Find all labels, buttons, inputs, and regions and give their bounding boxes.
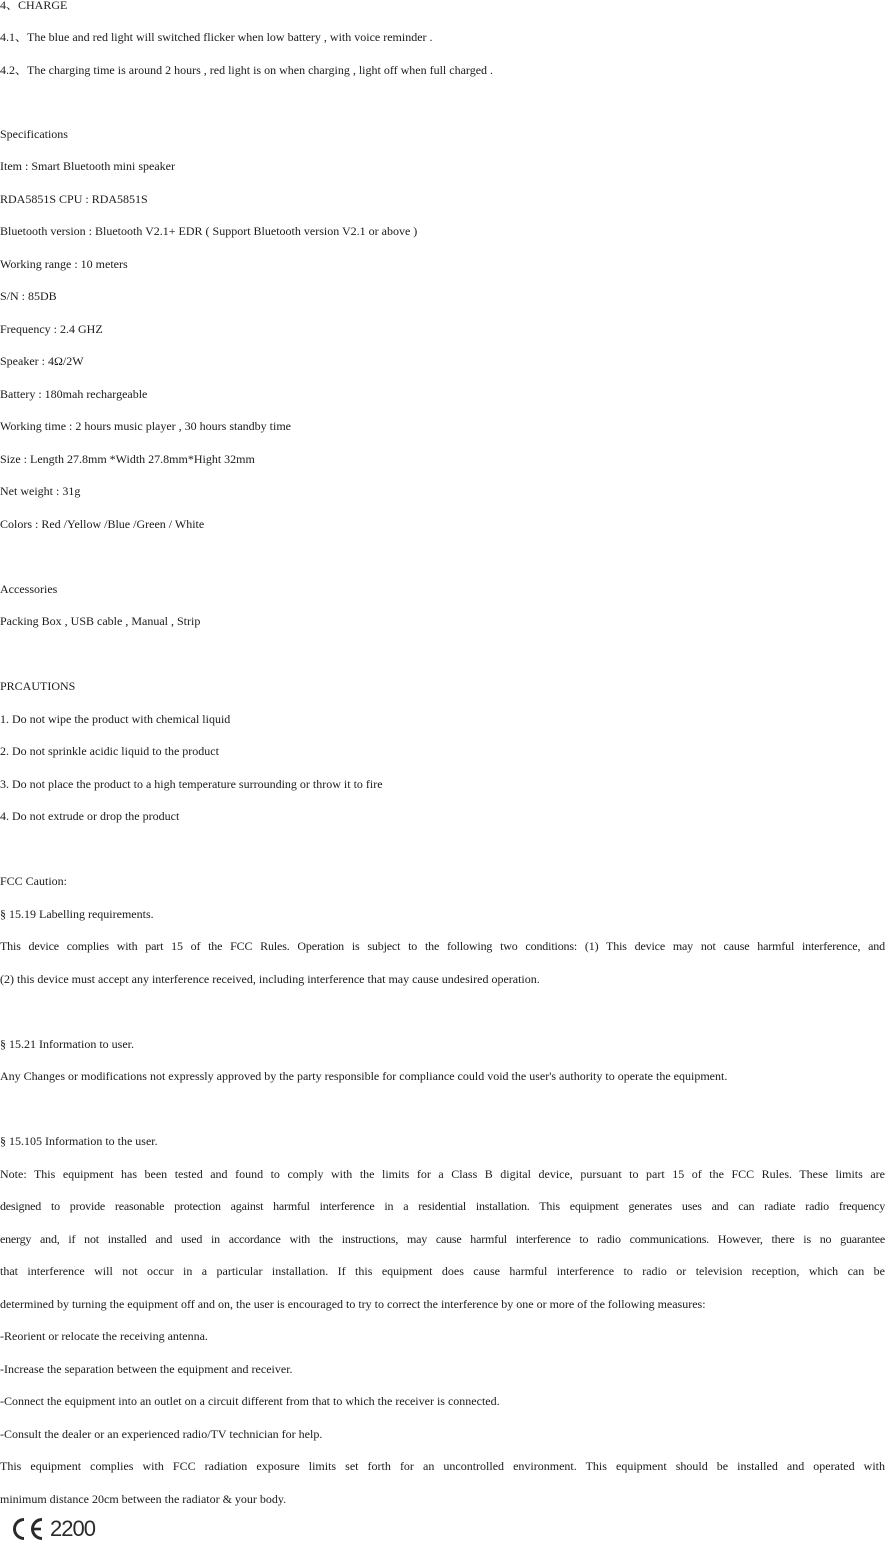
fcc-1519-text-line-1: This device complies with part 15 of the FCC Rules. Operation is subject to the following two conditions: (1) This device may not cause harmful interference, and xyxy=(0,939,885,953)
fcc-exposure-line: minimum distance 20cm between the radiator & your body. xyxy=(0,1492,287,1506)
fcc-1519-title: § 15.19 Labelling requirements. xyxy=(0,907,154,921)
ce-mark-logo xyxy=(8,1515,95,1543)
fcc-measure-item: -Increase the separation between the equipment and receiver. xyxy=(0,1362,293,1376)
ce-notified-body-number: 2200 xyxy=(50,1516,95,1541)
spec-colors: Colors : Red /Yellow /Blue /Green / White xyxy=(0,517,205,531)
fcc-measure-item: -Consult the dealer or an experienced radio/TV technician for help. xyxy=(0,1427,323,1441)
fcc-1521-text: Any Changes or modifications not expressly approved by the party responsible for compliance could void the user's authority to operate the equipment. xyxy=(0,1069,728,1083)
spec-frequency: Frequency : 2.4 GHZ xyxy=(0,322,103,336)
fcc-heading: FCC Caution: xyxy=(0,874,68,888)
fcc-measure-item: -Reorient or relocate the receiving antenna. xyxy=(0,1329,208,1343)
precaution-item-3: 3. Do not place the product to a high temperature surrounding or throw it to fire xyxy=(0,777,383,791)
spec-net-weight: Net weight : 31g xyxy=(0,484,81,498)
fcc-exposure-line: This equipment complies with FCC radiation exposure limits set forth for an uncontrolled environment. This equipment should be installed and operated with xyxy=(0,1459,885,1473)
fcc-15105-note-line: determined by turning the equipment off and on, the user is encouraged to try to correct the interference by one or more of the following measures: xyxy=(0,1297,706,1311)
specifications-heading: Specifications xyxy=(0,127,68,141)
fcc-15105-note-line: energy and, if not installed and used in accordance with the instructions, may cause harmful interference to radio communications. However, there is no guarantee xyxy=(0,1232,885,1246)
precautions-heading: PRCAUTIONS xyxy=(0,679,76,693)
spec-sn: S/N : 85DB xyxy=(0,289,57,303)
fcc-1521-title: § 15.21 Information to user. xyxy=(0,1037,134,1051)
spec-speaker: Speaker : 4Ω/2W xyxy=(0,354,84,368)
charge-item-1: 4.1、The blue and red light will switched flicker when low battery , with voice reminder . xyxy=(0,30,433,44)
spec-bluetooth-version: Bluetooth version : Bluetooth V2.1+ EDR ( Support Bluetooth version V2.1 or above ) xyxy=(0,224,418,238)
fcc-1519-text-line-2: (2) this device must accept any interference received, including interference that may cause undesired operation. xyxy=(0,972,540,986)
precaution-item-4: 4. Do not extrude or drop the product xyxy=(0,809,180,823)
spec-cpu: RDA5851S CPU : RDA5851S xyxy=(0,192,148,206)
fcc-15105-note-line: designed to provide reasonable protection against harmful interference in a residential installation. This equipment generates uses and can radiate radio frequency xyxy=(0,1199,885,1213)
accessories-list: Packing Box , USB cable , Manual , Strip xyxy=(0,614,201,628)
spec-battery: Battery : 180mah rechargeable xyxy=(0,387,148,401)
ce-symbol-icon xyxy=(8,1516,48,1542)
precaution-item-1: 1. Do not wipe the product with chemical liquid xyxy=(0,712,231,726)
fcc-15105-note-line: that interference will not occur in a particular installation. If this equipment does cause harmful interference to radio or television reception, which can be xyxy=(0,1264,885,1278)
spec-item: Item : Smart Bluetooth mini speaker xyxy=(0,159,175,173)
fcc-measure-item: -Connect the equipment into an outlet on a circuit different from that to which the receiver is connected. xyxy=(0,1394,500,1408)
charge-item-2: 4.2、The charging time is around 2 hours , red light is on when charging , light off when full charged . xyxy=(0,63,494,77)
accessories-heading: Accessories xyxy=(0,582,58,596)
fcc-15105-note-line: Note: This equipment has been tested and found to comply with the limits for a Class B digital device, pursuant to part 15 of the FCC Rules. These limits are xyxy=(0,1167,885,1181)
precaution-item-2: 2. Do not sprinkle acidic liquid to the product xyxy=(0,744,219,758)
charge-heading: 4、CHARGE xyxy=(0,0,68,12)
spec-working-range: Working range : 10 meters xyxy=(0,257,128,271)
spec-size: Size : Length 27.8mm *Width 27.8mm*Hight 32mm xyxy=(0,452,255,466)
fcc-15105-title: § 15.105 Information to the user. xyxy=(0,1134,158,1148)
spec-working-time: Working time : 2 hours music player , 30 hours standby time xyxy=(0,419,291,433)
